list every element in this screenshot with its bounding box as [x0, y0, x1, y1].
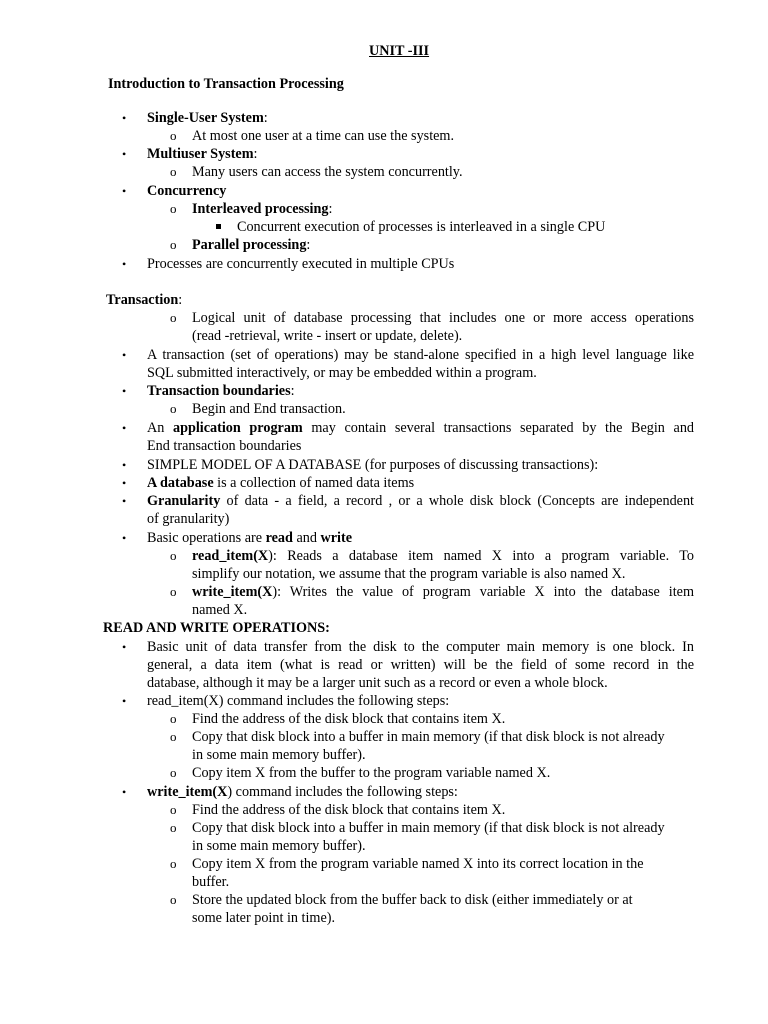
basic-write: write	[320, 530, 353, 546]
parallel-desc: Processes are concurrently executed in multiple CPUs	[147, 256, 455, 272]
circle-bullet: o	[170, 237, 177, 252]
write-command-rest: command includes the following steps:	[235, 784, 458, 800]
write-item-command	[147, 783, 458, 801]
granularity-line-1	[147, 492, 694, 510]
multiuser-item	[147, 145, 257, 163]
read-step-copy-line-1: Copy that disk block into a buffer in main memory (if that disk block is not already	[192, 729, 665, 745]
read-item-command: read_item(X) command includes the following steps:	[147, 693, 450, 709]
colon: :	[178, 292, 183, 308]
circle-bullet: o	[170, 802, 177, 817]
circle-bullet: o	[170, 820, 177, 835]
write-step-copy-line-2: in some main memory buffer).	[192, 838, 366, 854]
circle-bullet: o	[170, 201, 177, 216]
paren: )	[227, 784, 233, 800]
circle-bullet: o	[170, 310, 177, 325]
circle-bullet: o	[170, 856, 177, 871]
application-program-line-1	[147, 419, 694, 437]
circle-bullet: o	[170, 164, 177, 179]
basic-read: read	[265, 530, 293, 546]
basic-operations	[147, 529, 352, 547]
write-item-line-1	[192, 583, 694, 601]
standalone-line-2: SQL submitted interactively, or may be embedded within a program.	[147, 365, 537, 381]
concurrency-label: Concurrency	[147, 183, 227, 199]
circle-bullet: o	[170, 584, 177, 599]
granularity-rest: of data - a field, a record , or a whole disk block (Concepts are independent	[226, 493, 694, 509]
bullet: •	[122, 458, 127, 472]
multiuser-desc: Many users can access the system concurrently.	[192, 164, 463, 180]
interleaved-label: Interleaved processing	[192, 201, 329, 217]
parallel-label: Parallel processing	[192, 237, 307, 253]
colon: :	[253, 146, 258, 162]
write-step-store-line-2: some later point in time).	[192, 910, 336, 926]
circle-bullet: o	[170, 401, 177, 416]
read-item-rest: : Reads a database item named X into a program variable. To	[272, 548, 694, 564]
read-item-line-2: simplify our notation, we assume that the program variable is also named X.	[192, 566, 626, 582]
write-step-copy-item-line-2: buffer.	[192, 874, 230, 890]
read-step-copy-item: Copy item X from the buffer to the program variable named X.	[192, 765, 551, 781]
begin-end-desc: Begin and End transaction.	[192, 401, 346, 417]
logical-unit-line-2: (read -retrieval, write - insert or update, delete).	[192, 328, 463, 344]
colon: :	[306, 237, 311, 253]
basic-unit-line-3: database, although it may be a larger unit such as a record or even a whole block.	[147, 675, 608, 691]
single-user-desc: At most one user at a time can use the system.	[192, 128, 455, 144]
parallel-item	[192, 236, 310, 254]
granularity-bold: Granularity	[147, 493, 221, 509]
application-program-line-2: End transaction boundaries	[147, 438, 302, 454]
interleaved-item	[192, 200, 332, 218]
read-step-find: Find the address of the disk block that contains item X.	[192, 711, 506, 727]
bullet: •	[122, 694, 127, 708]
circle-bullet: o	[170, 765, 177, 780]
bullet: •	[122, 147, 127, 161]
bullet: •	[122, 348, 127, 362]
boundaries-item	[147, 382, 295, 400]
bullet: •	[122, 184, 127, 198]
colon: :	[263, 110, 268, 126]
database-bold: A database	[147, 475, 214, 491]
bullet: •	[122, 257, 127, 271]
database-rest: is a collection of named data items	[217, 475, 415, 491]
colon: :	[290, 383, 295, 399]
simple-model: SIMPLE MODEL OF A DATABASE (for purposes of discussing transactions):	[147, 457, 599, 473]
granularity-line-2: of granularity)	[147, 511, 230, 527]
circle-bullet: o	[170, 548, 177, 563]
transaction-heading	[106, 291, 182, 309]
bullet: •	[122, 476, 127, 490]
write-command-bold: write_item(X	[147, 784, 228, 800]
paren: )	[268, 548, 273, 564]
basic-unit-line-1: Basic unit of data transfer from the disk to the computer main memory is one block. In	[147, 639, 694, 655]
transaction-heading-text: Transaction	[106, 292, 179, 308]
circle-bullet: o	[170, 128, 177, 143]
basic-and: and	[296, 530, 317, 546]
bullet: •	[122, 531, 127, 545]
write-step-store-line-1: Store the updated block from the buffer back to disk (either immediately or at	[192, 892, 633, 908]
boundaries-label: Transaction boundaries	[147, 383, 291, 399]
read-step-copy-line-2: in some main memory buffer).	[192, 747, 366, 763]
interleaved-desc: Concurrent execution of processes is interleaved in a single CPU	[237, 219, 606, 235]
bullet: •	[122, 111, 127, 125]
circle-bullet: o	[170, 711, 177, 726]
write-step-find: Find the address of the disk block that contains item X.	[192, 802, 506, 818]
bullet: •	[122, 384, 127, 398]
app-bold: application program	[172, 420, 303, 436]
bullet: •	[122, 494, 127, 508]
single-user-label: Single-User System	[147, 110, 264, 126]
read-write-heading: READ AND WRITE OPERATIONS:	[103, 620, 330, 636]
unit-title: UNIT -III	[369, 43, 430, 59]
write-item-bold: write_item(X	[192, 584, 273, 600]
single-user-item	[147, 109, 268, 127]
bullet: •	[122, 785, 127, 799]
write-item-rest: : Writes the value of program variable X into the database item	[277, 584, 694, 600]
logical-unit-line-1: Logical unit of database processing that includes one or more access operations	[192, 310, 694, 326]
circle-bullet: o	[170, 729, 177, 744]
colon: :	[328, 201, 333, 217]
write-step-copy-line-1: Copy that disk block into a buffer in main memory (if that disk block is not already	[192, 820, 665, 836]
square-bullet	[216, 224, 221, 229]
read-item-bold: read_item(X	[192, 548, 269, 564]
basic-pre: Basic operations are	[147, 530, 263, 546]
bullet: •	[122, 640, 127, 654]
multiuser-label: Multiuser System	[147, 146, 254, 162]
app-an: An	[147, 420, 165, 436]
paren: )	[272, 584, 278, 600]
write-step-copy-item-line-1: Copy item X from the program variable named X into its correct location in the	[192, 856, 644, 872]
write-item-line-2: named X.	[192, 602, 248, 618]
circle-bullet: o	[170, 892, 177, 907]
standalone-line-1: A transaction (set of operations) may be stand-alone specified in a high level language like	[147, 347, 694, 363]
read-item-line-1	[192, 547, 694, 565]
basic-unit-line-2: general, a data item (what is read or written) will be the field of some record in the	[147, 657, 694, 673]
bullet: •	[122, 421, 127, 435]
app-rest: may contain several transactions separated by the Begin and	[311, 420, 695, 436]
intro-heading: Introduction to Transaction Processing	[108, 76, 344, 92]
database-def	[147, 474, 414, 492]
